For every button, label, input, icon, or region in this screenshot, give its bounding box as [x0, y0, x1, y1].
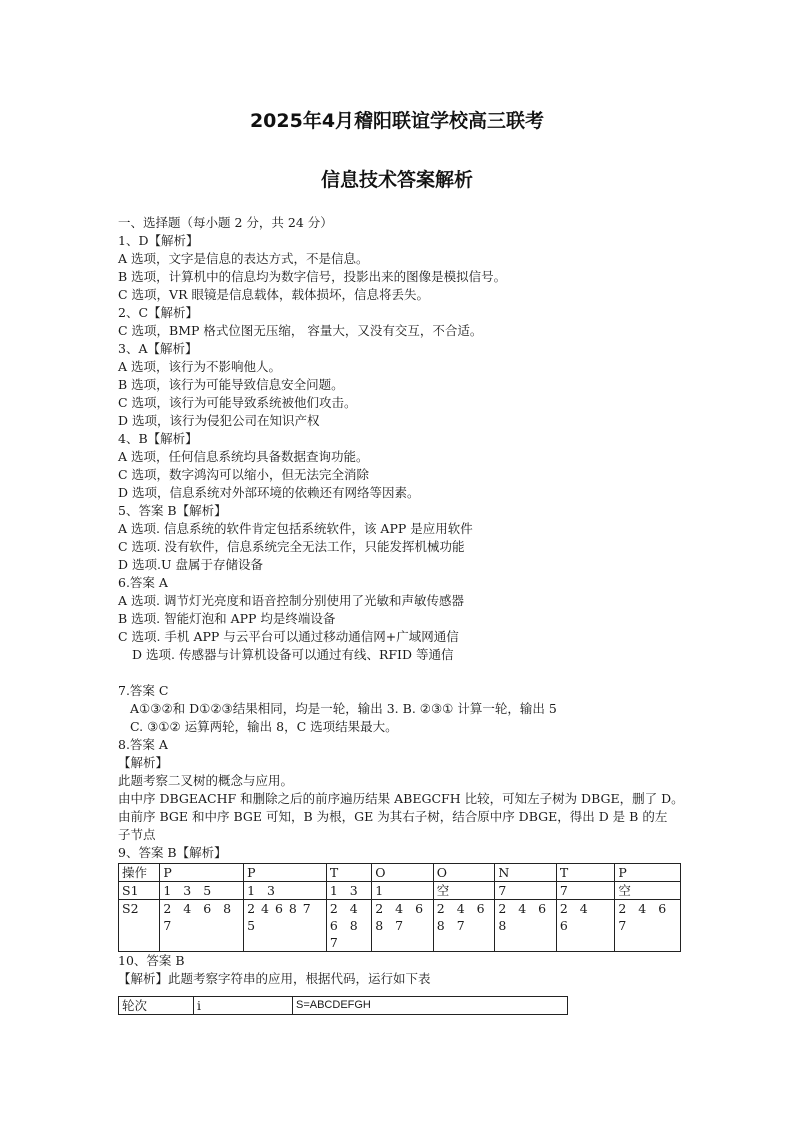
q4-answer: 4、B【解析】 [118, 431, 198, 446]
table-cell: S2 [119, 900, 160, 952]
table-cell: 空 [615, 882, 681, 900]
table-cell: 1 3 5 [160, 882, 244, 900]
table-cell: 2 4 6 [556, 900, 615, 952]
q7-explanation-2: C. ③①② 运算两轮，输出 8，C 选项结果最大。 [130, 719, 398, 734]
table-cell: 2 4 6 8 7 [160, 900, 244, 952]
q4-option-d: D 选项，信息系统对外部环境的依赖还有网络等因素。 [118, 485, 420, 500]
q1-option-c: C 选项，VR 眼镜是信息载体，载体损坏，信息将丢失。 [118, 287, 429, 302]
table-header-cell: O [433, 864, 495, 882]
q3-option-c: C 选项，该行为可能导致系统被他们攻击。 [118, 395, 357, 410]
q5-option-d: D 选项.U 盘属于存储设备 [118, 557, 263, 572]
q1-option-b: B 选项，计算机中的信息均为数字信号，投影出来的图像是模拟信号。 [118, 269, 507, 284]
table-header-row [119, 997, 568, 1015]
table-header-cell: P [615, 864, 681, 882]
table-header-cell: O [372, 864, 434, 882]
table-cell: 7 [495, 882, 557, 900]
table-cell: 2 4 6 7 [615, 900, 681, 952]
q5-answer: 5、答案 B【解析】 [118, 503, 227, 518]
table-row [119, 900, 681, 952]
table-header-cell: i [194, 997, 293, 1015]
q5-option-c: C 选项. 没有软件，信息系统完全无法工作，只能发挥机械功能 [118, 539, 465, 554]
table-header-cell: T [326, 864, 371, 882]
q2-option-c: C 选项，BMP 格式位图无压缩， 容量大，又没有交互，不合适。 [118, 323, 483, 338]
q4-option-a: A 选项，任何信息系统均具备数据查询功能。 [118, 449, 369, 464]
q7-answer: 7.答案 C [118, 683, 169, 698]
spacer [118, 664, 688, 682]
table-cell: 2 4 6 8 7 [372, 900, 434, 952]
q6-answer: 6.答案 A [118, 575, 168, 590]
table-header-cell: P [160, 864, 244, 882]
q4-option-c: C 选项，数字鸿沟可以缩小，但无法完全消除 [118, 467, 370, 482]
table-cell: 7 [556, 882, 615, 900]
q8-analysis-label: 【解析】 [118, 755, 169, 770]
table-cell: 1 3 [326, 882, 371, 900]
q3-option-b: B 选项，该行为可能导致信息安全问题。 [118, 377, 344, 392]
table-cell: 2 4 6 8 7 5 [244, 900, 327, 952]
table-header-cell: N [495, 864, 557, 882]
q6-option-a: A 选项. 调节灯光亮度和语音控制分别使用了光敏和声敏传感器 [118, 593, 464, 608]
q2-answer: 2、C【解析】 [118, 305, 199, 320]
table-header-cell: 操作 [119, 864, 160, 882]
q8-explanation-3: 由前序 BGE 和中序 BGE 可知，B 为根，GE 为其右子树，结合原中序 DBGE，得出 D 是 B 的左子节点 [118, 809, 668, 842]
q1-answer: 1、D【解析】 [118, 233, 199, 248]
q8-answer: 8.答案 A [118, 737, 168, 752]
table-cell: 1 3 [244, 882, 327, 900]
q9-answer: 9、答案 B【解析】 [118, 845, 227, 860]
table-header-cell: 轮次 [119, 997, 194, 1015]
q5-option-a: A 选项. 信息系统的软件肯定包括系统软件，该 APP 是应用软件 [118, 521, 473, 536]
q3-option-a: A 选项，该行为不影响他人。 [118, 359, 282, 374]
q10-trace-table [118, 996, 568, 1015]
q8-explanation-2: 由中序 DBGEACHF 和删除之后的前序遍历结果 ABEGCFH 比较，可知左子树为 DBGE，删了 D。 [118, 791, 684, 806]
q8-explanation-1: 此题考察二叉树的概念与应用。 [118, 773, 294, 788]
table-header-cell: T [556, 864, 615, 882]
q6-option-b: B 选项. 智能灯泡和 APP 均是终端设备 [118, 611, 336, 626]
table-row [119, 882, 681, 900]
table-cell: 2 4 6 8 [495, 900, 557, 952]
q10-analysis: 【解析】此题考察字符串的应用，根据代码，运行如下表 [118, 971, 431, 986]
table-header-row [119, 864, 681, 882]
section-heading: 一、选择题（每小题 2 分，共 24 分） [118, 215, 333, 230]
q1-option-a: A 选项，文字是信息的表达方式，不是信息。 [118, 251, 369, 266]
table-cell: 空 [433, 882, 495, 900]
table-header-cell: P [244, 864, 327, 882]
q7-explanation-1: A①③②和 D①②③结果相同，均是一轮，输出 3. B. ②③① 计算一轮，输出 5 [130, 701, 557, 716]
table-cell: 2 4 6 8 7 [433, 900, 495, 952]
q3-option-d: D 选项，该行为侵犯公司在知识产权 [118, 413, 320, 428]
q6-option-c: C 选项. 手机 APP 与云平台可以通过移动通信网+广域网通信 [118, 629, 459, 644]
table-cell: 1 [372, 882, 434, 900]
document-title: 2025年4月稽阳联谊学校高三联考 [249, 110, 545, 132]
table-cell: 2 4 6 8 7 [326, 900, 371, 952]
table-header-cell: S=ABCDEFGH [293, 997, 568, 1015]
answer-body [118, 214, 688, 1015]
q9-stack-table [118, 863, 681, 952]
table-cell: S1 [119, 882, 160, 900]
q6-option-d: D 选项. 传感器与计算机设备可以通过有线、RFID 等通信 [132, 647, 454, 662]
document-subtitle: 信息技术答案解析 [320, 169, 473, 191]
q3-answer: 3、A【解析】 [118, 341, 198, 356]
q10-answer: 10、答案 B [118, 953, 185, 968]
